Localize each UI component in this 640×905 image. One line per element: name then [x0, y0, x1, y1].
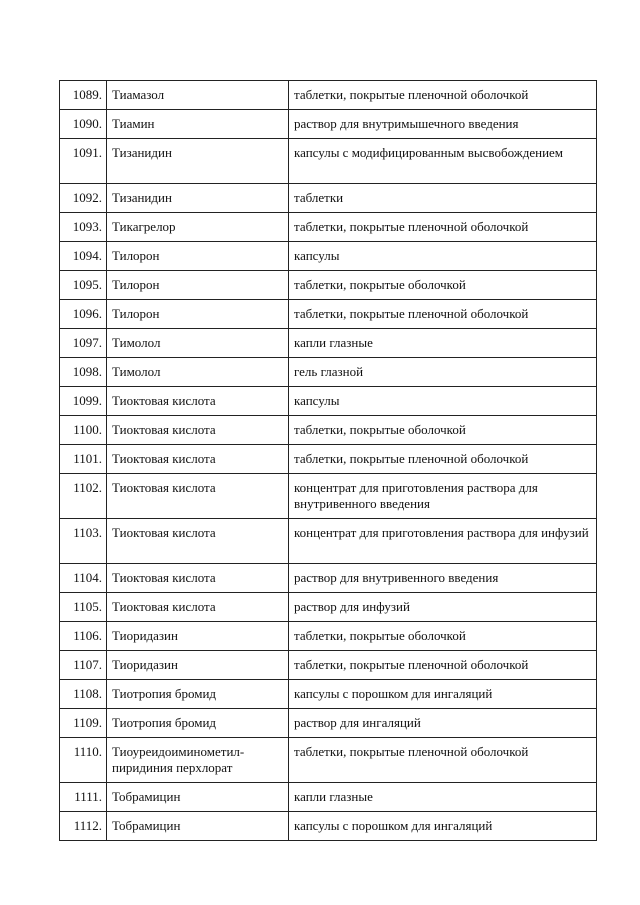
row-number: 1099.: [60, 387, 107, 416]
row-number: 1103.: [60, 519, 107, 564]
table-row: [60, 416, 597, 445]
dosage-form: гель глазной: [289, 358, 597, 387]
table-row: [60, 622, 597, 651]
row-number: 1091.: [60, 139, 107, 184]
table-row: [60, 387, 597, 416]
drug-name: Тизанидин: [107, 139, 289, 184]
dosage-form: таблетки, покрытые пленочной оболочкой: [289, 445, 597, 474]
dosage-form: капсулы: [289, 242, 597, 271]
row-number: 1105.: [60, 593, 107, 622]
drug-name: Тилорон: [107, 300, 289, 329]
dosage-form: раствор для внутримышечного введения: [289, 110, 597, 139]
table-row: [60, 81, 597, 110]
drug-name: Тиотропия бромид: [107, 709, 289, 738]
table-row: [60, 300, 597, 329]
dosage-form: таблетки, покрытые пленочной оболочкой: [289, 738, 597, 783]
table-row: [60, 709, 597, 738]
table-row: [60, 474, 597, 519]
table-row: [60, 680, 597, 709]
dosage-form: таблетки, покрытые оболочкой: [289, 271, 597, 300]
dosage-form: капли глазные: [289, 329, 597, 358]
row-number: 1108.: [60, 680, 107, 709]
dosage-form: таблетки, покрытые пленочной оболочкой: [289, 300, 597, 329]
drug-name: Тиоридазин: [107, 651, 289, 680]
table-row: [60, 593, 597, 622]
dosage-form: капли глазные: [289, 783, 597, 812]
drug-name: Тиотропия бромид: [107, 680, 289, 709]
row-number: 1100.: [60, 416, 107, 445]
dosage-form: таблетки, покрытые оболочкой: [289, 416, 597, 445]
dosage-form: капсулы с порошком для ингаляций: [289, 812, 597, 841]
table-row: [60, 110, 597, 139]
row-number: 1107.: [60, 651, 107, 680]
drug-name: Тиоуреидоиминометил-пиридиния перхлорат: [107, 738, 289, 783]
dosage-form: раствор для ингаляций: [289, 709, 597, 738]
drug-name: Тилорон: [107, 271, 289, 300]
drug-name: Тобрамицин: [107, 812, 289, 841]
drug-name: Тиоктовая кислота: [107, 519, 289, 564]
dosage-form: раствор для инфузий: [289, 593, 597, 622]
row-number: 1092.: [60, 184, 107, 213]
table-row: [60, 358, 597, 387]
table-row: [60, 271, 597, 300]
dosage-form: капсулы с модифицированным высвобождением: [289, 139, 597, 184]
drug-list-table: [59, 80, 597, 841]
dosage-form: таблетки, покрытые пленочной оболочкой: [289, 651, 597, 680]
drug-name: Тиоктовая кислота: [107, 387, 289, 416]
row-number: 1094.: [60, 242, 107, 271]
drug-name: Тиоктовая кислота: [107, 416, 289, 445]
drug-name: Тиамазол: [107, 81, 289, 110]
table-row: [60, 184, 597, 213]
table-row: [60, 242, 597, 271]
dosage-form: таблетки: [289, 184, 597, 213]
row-number: 1093.: [60, 213, 107, 242]
drug-name: Тобрамицин: [107, 783, 289, 812]
dosage-form: капсулы с порошком для ингаляций: [289, 680, 597, 709]
row-number: 1101.: [60, 445, 107, 474]
dosage-form: капсулы: [289, 387, 597, 416]
row-number: 1111.: [60, 783, 107, 812]
table-row: [60, 445, 597, 474]
table-row: [60, 213, 597, 242]
dosage-form: таблетки, покрытые пленочной оболочкой: [289, 213, 597, 242]
drug-name: Тиоктовая кислота: [107, 474, 289, 519]
dosage-form: концентрат для приготовления раствора для инфузий: [289, 519, 597, 564]
drug-name: Тиоктовая кислота: [107, 564, 289, 593]
row-number: 1102.: [60, 474, 107, 519]
drug-name: Тиоктовая кислота: [107, 445, 289, 474]
table-row: [60, 564, 597, 593]
drug-name: Тимолол: [107, 358, 289, 387]
drug-name: Тиамин: [107, 110, 289, 139]
row-number: 1106.: [60, 622, 107, 651]
row-number: 1110.: [60, 738, 107, 783]
table-row: [60, 519, 597, 564]
drug-name: Тиоридазин: [107, 622, 289, 651]
row-number: 1097.: [60, 329, 107, 358]
row-number: 1112.: [60, 812, 107, 841]
row-number: 1090.: [60, 110, 107, 139]
row-number: 1104.: [60, 564, 107, 593]
dosage-form: раствор для внутривенного введения: [289, 564, 597, 593]
row-number: 1096.: [60, 300, 107, 329]
row-number: 1098.: [60, 358, 107, 387]
table-row: [60, 329, 597, 358]
row-number: 1089.: [60, 81, 107, 110]
row-number: 1109.: [60, 709, 107, 738]
table-row: [60, 783, 597, 812]
dosage-form: таблетки, покрытые пленочной оболочкой: [289, 81, 597, 110]
row-number: 1095.: [60, 271, 107, 300]
table-row: [60, 651, 597, 680]
drug-name: Тимолол: [107, 329, 289, 358]
drug-name: Тилорон: [107, 242, 289, 271]
dosage-form: концентрат для приготовления раствора для внутривенного введения: [289, 474, 597, 519]
drug-name: Тиоктовая кислота: [107, 593, 289, 622]
table-row: [60, 812, 597, 841]
table-row: [60, 738, 597, 783]
dosage-form: таблетки, покрытые оболочкой: [289, 622, 597, 651]
table-row: [60, 139, 597, 184]
drug-name: Тизанидин: [107, 184, 289, 213]
drug-name: Тикагрелор: [107, 213, 289, 242]
